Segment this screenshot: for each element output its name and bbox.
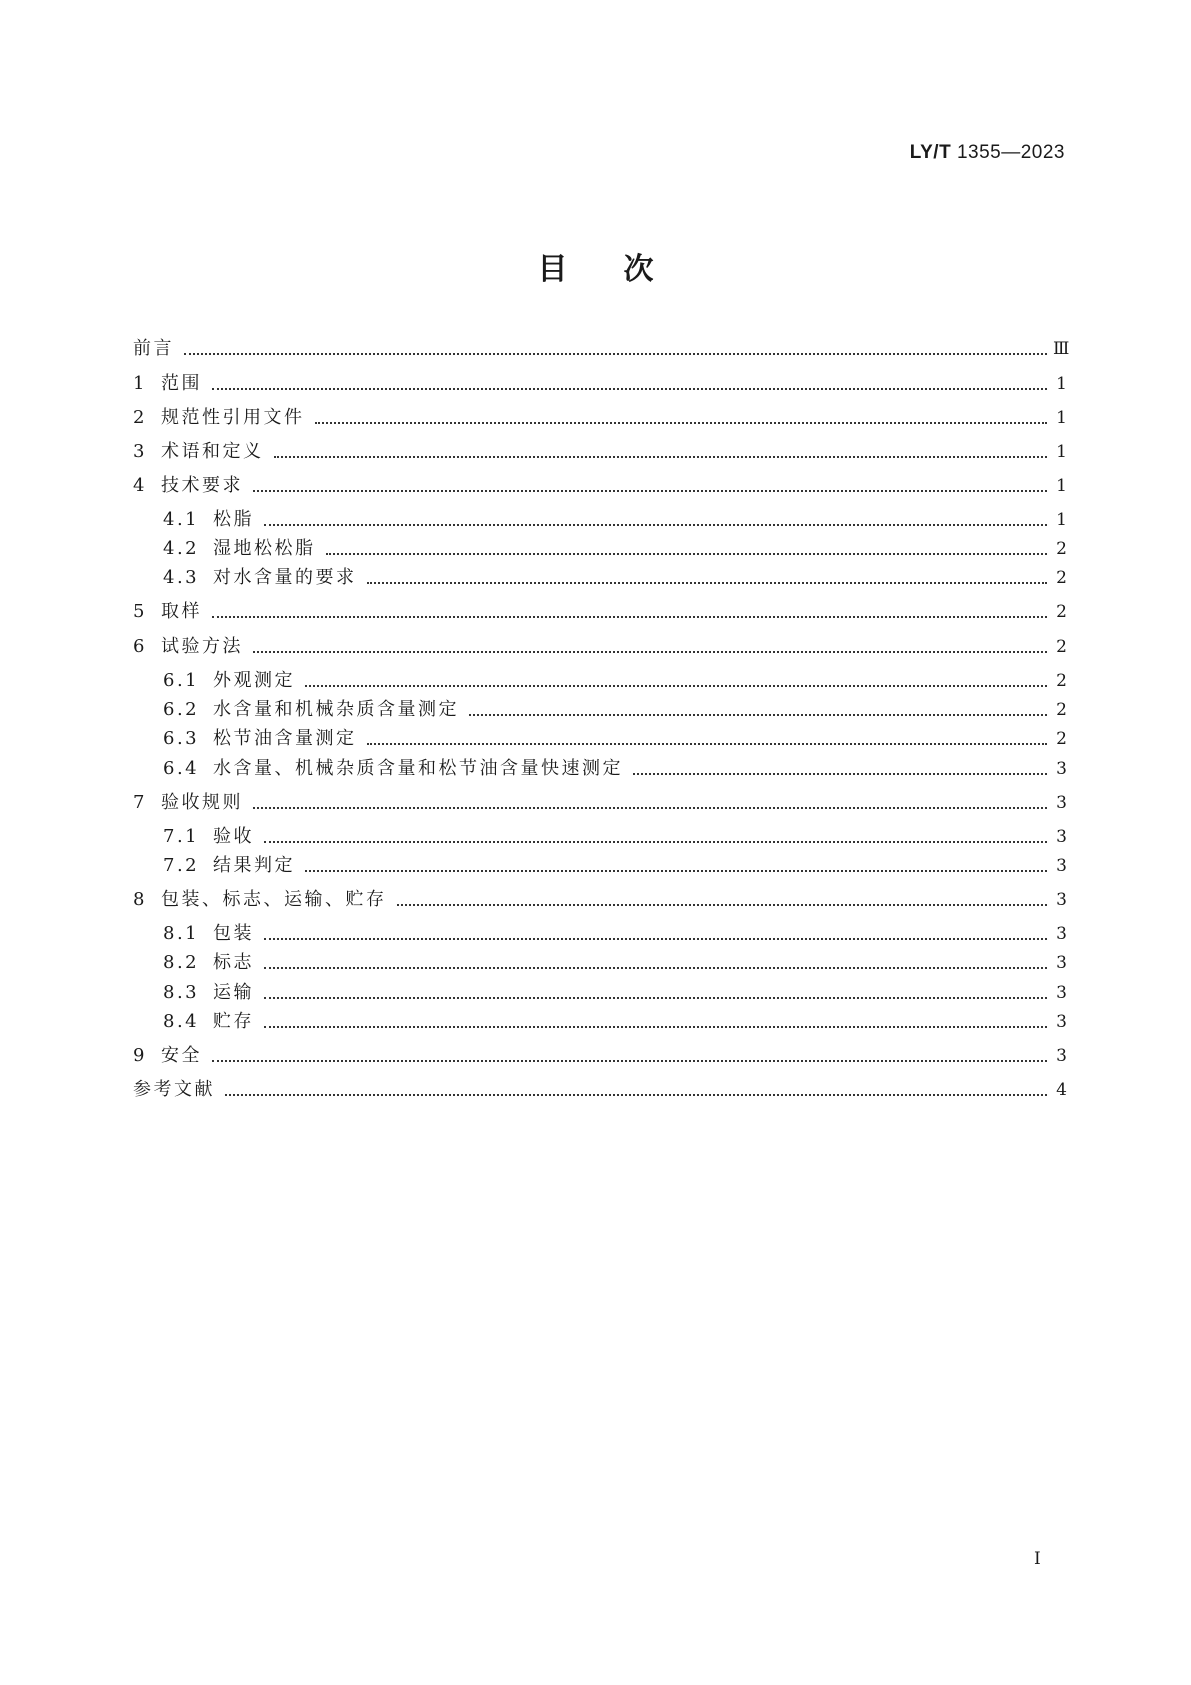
- standard-code: [910, 142, 1065, 164]
- toc-entry-label: 湿地松松脂: [213, 538, 316, 559]
- toc-entry-number: 8.1: [163, 923, 200, 944]
- toc-entry-page: 2: [1056, 700, 1067, 720]
- toc-entry-page: 2: [1056, 568, 1067, 588]
- toc-entry-number: 4.2: [163, 538, 200, 559]
- toc-leader-dots: [253, 650, 1047, 653]
- toc-entry-number: 6.1: [163, 670, 200, 691]
- toc-entry-page: 1: [1056, 408, 1067, 428]
- toc-entry-label: 运输: [213, 982, 254, 1003]
- toc-entry-page: 3: [1056, 890, 1067, 910]
- toc-entry-page: 1: [1056, 510, 1067, 530]
- toc-entry-number: 8.2: [163, 952, 200, 973]
- standard-code-prefix: LY/T: [909, 142, 952, 163]
- toc-entry-number: 8: [133, 889, 147, 910]
- toc-entry-page: 3: [1056, 953, 1067, 973]
- toc-entry-label: 验收规则: [161, 792, 243, 813]
- toc-leader-dots: [212, 387, 1047, 390]
- toc-leader-dots: [633, 772, 1047, 775]
- toc-entry-page: 2: [1056, 729, 1067, 749]
- toc-entry[interactable]: [143, 730, 1067, 748]
- toc-entry[interactable]: [143, 511, 1067, 529]
- toc-entry-number: 7.1: [163, 826, 200, 847]
- toc-entry-page: 2: [1056, 602, 1067, 622]
- toc-entry[interactable]: [133, 792, 1067, 813]
- toc-entry-number: 7: [133, 792, 147, 813]
- toc-entry-page: 1: [1056, 476, 1067, 496]
- toc-leader-dots: [274, 455, 1048, 458]
- toc-entry-page: 3: [1056, 924, 1067, 944]
- toc-entry-page: 4: [1056, 1080, 1067, 1100]
- toc-leader-dots: [305, 684, 1047, 687]
- toc-entry-number: 8.3: [163, 982, 200, 1003]
- toc-entry-label: 参考文献: [133, 1079, 215, 1100]
- toc-leader-dots: [397, 903, 1048, 906]
- toc-entry[interactable]: [143, 672, 1067, 690]
- toc-entry-label: 试验方法: [161, 636, 243, 657]
- toc-entry-page: 3: [1056, 856, 1067, 876]
- toc-entry-page: 3: [1056, 827, 1067, 847]
- toc-entry-page: 2: [1056, 671, 1067, 691]
- toc-entry-number: 1: [133, 373, 147, 394]
- toc-entry-page: Ⅲ: [1053, 339, 1070, 359]
- toc-entry-label: 包装、标志、运输、贮存: [161, 889, 387, 910]
- toc-entry[interactable]: [143, 1013, 1067, 1031]
- toc-entry[interactable]: [133, 441, 1067, 462]
- toc-entry-number: 5: [133, 601, 147, 622]
- toc-leader-dots: [315, 421, 1048, 424]
- toc-entry[interactable]: [133, 889, 1067, 910]
- toc-entry-number: 4: [133, 475, 147, 496]
- toc-entry[interactable]: [133, 1045, 1067, 1066]
- toc-entry-page: 2: [1056, 539, 1067, 559]
- toc-entry[interactable]: [133, 636, 1067, 657]
- toc-entry[interactable]: [133, 338, 1070, 359]
- toc-leader-dots: [326, 552, 1048, 555]
- toc-entry-label: 松节油含量测定: [213, 728, 357, 749]
- toc-entry-label: 对水含量的要求: [213, 567, 357, 588]
- toc-entry-number: 3: [133, 441, 147, 462]
- toc-entry-number: 6.3: [163, 728, 200, 749]
- toc-entry[interactable]: [133, 373, 1067, 394]
- toc-entry-page: 3: [1056, 759, 1067, 779]
- toc-entry-number: 9: [133, 1045, 147, 1066]
- standard-code-number: 1355—2023: [956, 142, 1065, 163]
- toc-entry[interactable]: [143, 954, 1067, 972]
- toc-entry[interactable]: [143, 701, 1067, 719]
- toc-entry-number: 6: [133, 636, 147, 657]
- toc-entry-page: 3: [1056, 793, 1067, 813]
- toc-entry-number: 8.4: [163, 1011, 200, 1032]
- toc-entry-number: 4.3: [163, 567, 200, 588]
- toc-entry-page: 1: [1056, 374, 1067, 394]
- toc-entry-label: 术语和定义: [161, 441, 264, 462]
- toc-entry[interactable]: [133, 407, 1067, 428]
- toc-entry-label: 贮存: [213, 1011, 254, 1032]
- toc-leader-dots: [225, 1093, 1047, 1096]
- toc-entry-page: 3: [1056, 1046, 1067, 1066]
- toc-entry-label: 安全: [161, 1045, 202, 1066]
- toc-entry-label: 水含量和机械杂质含量测定: [213, 699, 459, 720]
- toc-entry[interactable]: [143, 857, 1067, 875]
- toc-entry[interactable]: [143, 925, 1067, 943]
- toc-entry[interactable]: [133, 601, 1067, 622]
- toc-leader-dots: [264, 937, 1047, 940]
- toc-entry[interactable]: [143, 828, 1067, 846]
- toc-leader-dots: [264, 996, 1047, 999]
- toc-leader-dots: [264, 523, 1047, 526]
- toc-leader-dots: [264, 966, 1047, 969]
- toc-leader-dots: [305, 869, 1047, 872]
- toc-leader-dots: [253, 806, 1047, 809]
- toc-leader-dots: [264, 1025, 1047, 1028]
- toc-entry-label: 包装: [213, 923, 254, 944]
- toc-entry-label: 技术要求: [161, 475, 243, 496]
- toc-entry-page: 2: [1056, 637, 1067, 657]
- toc-entry-number: 7.2: [163, 855, 200, 876]
- toc-leader-dots: [367, 742, 1048, 745]
- page-title: 目次: [537, 252, 710, 287]
- toc-entry[interactable]: [143, 540, 1067, 558]
- toc-entry[interactable]: [133, 475, 1067, 496]
- toc-entry-label: 取样: [161, 601, 202, 622]
- toc-entry[interactable]: [143, 760, 1067, 778]
- toc-entry-number: 2: [133, 407, 147, 428]
- toc-entry-label: 松脂: [213, 509, 254, 530]
- toc-entry-page: 1: [1056, 442, 1067, 462]
- footer-page-number: Ⅰ: [1034, 1549, 1041, 1569]
- toc-leader-dots: [253, 489, 1047, 492]
- toc-entry[interactable]: [143, 569, 1067, 587]
- toc-entry-page: 3: [1056, 1012, 1067, 1032]
- toc-entry-number: 4.1: [163, 509, 200, 530]
- toc-entry-label: 水含量、机械杂质含量和松节油含量快速测定: [213, 758, 623, 779]
- toc-entry-label: 结果判定: [213, 855, 295, 876]
- toc-leader-dots: [469, 713, 1047, 716]
- toc-leader-dots: [367, 581, 1048, 584]
- toc-entry-label: 验收: [213, 826, 254, 847]
- toc-entry-number: 6.2: [163, 699, 200, 720]
- toc-leader-dots: [212, 615, 1047, 618]
- toc-leader-dots: [184, 352, 1047, 355]
- toc-entry[interactable]: [133, 1081, 1067, 1099]
- toc-entry-number: 6.4: [163, 758, 200, 779]
- toc-entry-label: 外观测定: [213, 670, 295, 691]
- toc-entry-label: 范围: [161, 373, 202, 394]
- toc-entry-page: 3: [1056, 983, 1067, 1003]
- toc-entry[interactable]: [143, 984, 1067, 1002]
- toc-leader-dots: [264, 840, 1047, 843]
- toc-leader-dots: [212, 1059, 1047, 1062]
- toc-entry-label: 前言: [133, 338, 174, 359]
- toc-entry-label: 标志: [213, 952, 254, 973]
- toc-entry-label: 规范性引用文件: [161, 407, 305, 428]
